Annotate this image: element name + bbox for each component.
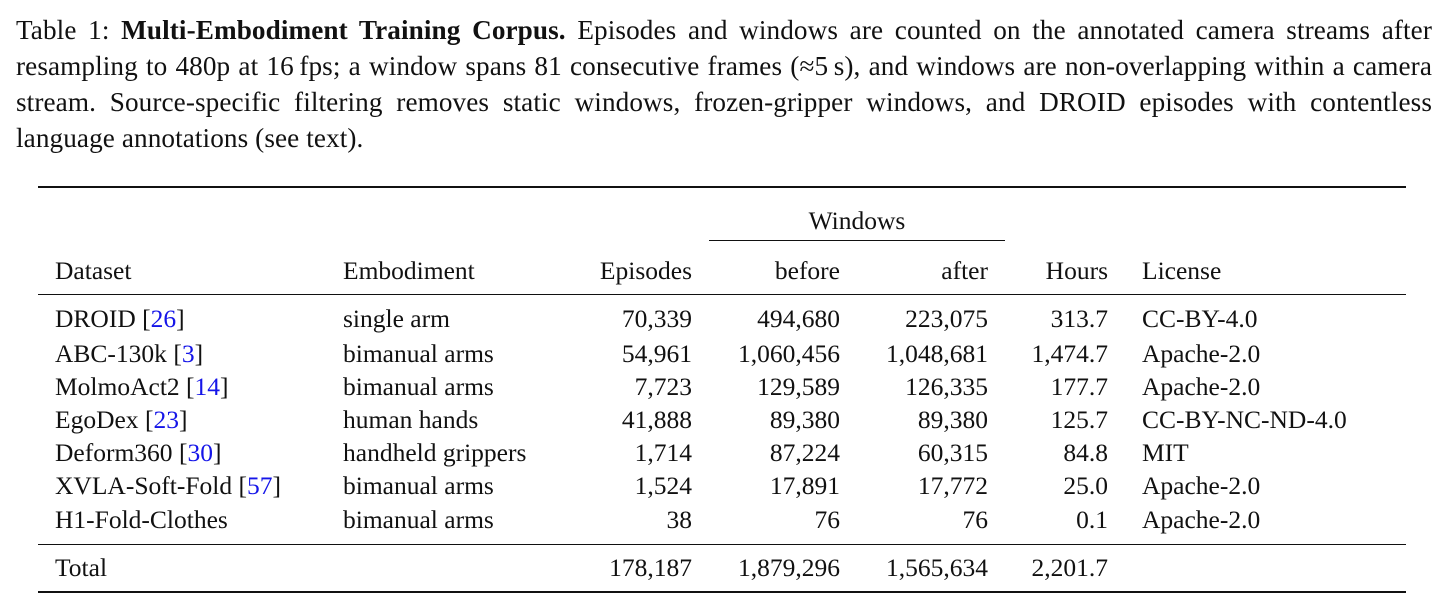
table-caption xyxy=(16,12,1432,156)
cell-hours: 125.7 xyxy=(1050,404,1108,434)
cell-hours: 25.0 xyxy=(1063,470,1108,500)
cell-hours: 177.7 xyxy=(1050,371,1108,401)
cell-embodiment: bimanual arms xyxy=(343,338,494,368)
cell-dataset: Deform360 [30] xyxy=(55,437,222,467)
cell-windows-after: 60,315 xyxy=(917,437,988,467)
citation-link[interactable]: 30 xyxy=(187,437,213,467)
corpus-table-container xyxy=(38,186,1406,593)
header-license: License xyxy=(1125,240,1406,295)
header-dataset: Dataset xyxy=(38,240,326,295)
caption-title: Multi-Embodiment Training Corpus. xyxy=(121,15,566,45)
header-embodiment: Embodiment xyxy=(326,240,569,295)
total-embodiment xyxy=(326,545,569,593)
cell-windows-before: 17,891 xyxy=(769,470,840,500)
cell-dataset: XVLA-Soft-Fold [57] xyxy=(55,470,281,500)
cell-hours: 84.8 xyxy=(1063,437,1108,467)
windows-cmidrule xyxy=(709,240,1005,241)
table-row xyxy=(38,370,1406,403)
cell-windows-after: 223,075 xyxy=(905,304,988,333)
windows-group-header: Windows xyxy=(709,192,1005,240)
cell-dataset: MolmoAct2 [14] xyxy=(55,371,229,401)
table-row xyxy=(38,403,1406,436)
caption-body: Episodes and windows are counted on the annotated camera streams after resampling to 480p at 16 fps; a window spans 81 consecutive frames (≈5 s), and windows are non-overlapping within a camera stream. Source-specific filtering removes static windows, frozen-gripper windows, and DROID episodes with contentless language annotations (see text). xyxy=(16,15,1432,153)
total-after: 1,565,634 xyxy=(857,545,1005,593)
citation-link[interactable]: 57 xyxy=(246,470,273,500)
dataset-name: Deform360 xyxy=(55,437,173,467)
cell-dataset: EgoDex [23] xyxy=(55,404,188,434)
cell-hours: 313.7 xyxy=(1050,304,1108,333)
header-before: before xyxy=(709,240,857,295)
cell-windows-after: 1,048,681 xyxy=(886,338,988,368)
cell-dataset: DROID [26] xyxy=(55,304,185,333)
header-hours: Hours xyxy=(1005,240,1125,295)
cell-license: MIT xyxy=(1142,437,1189,467)
total-before: 1,879,296 xyxy=(709,545,857,593)
citation-link[interactable]: 23 xyxy=(153,404,179,434)
cell-episodes: 41,888 xyxy=(621,404,692,434)
cell-windows-before: 89,380 xyxy=(769,404,840,434)
cell-episodes: 1,524 xyxy=(634,470,692,500)
citation-link[interactable]: 3 xyxy=(181,338,195,368)
total-hours: 2,201.7 xyxy=(1005,545,1125,593)
cell-license: CC-BY-NC-ND-4.0 xyxy=(1142,404,1347,434)
cell-license: Apache-2.0 xyxy=(1125,502,1406,545)
cell-windows-after: 126,335 xyxy=(905,371,988,401)
column-header-row xyxy=(38,240,1406,295)
cell-windows-after: 89,380 xyxy=(917,404,988,434)
cell-hours: 0.1 xyxy=(1005,502,1125,545)
caption-label: Table 1: xyxy=(16,15,110,45)
cell-embodiment: human hands xyxy=(343,404,479,434)
cell-embodiment: handheld grippers xyxy=(343,437,527,467)
cell-dataset: ABC-130k [3] xyxy=(55,338,204,368)
dataset-name: ABC-130k xyxy=(55,338,167,368)
total-episodes: 178,187 xyxy=(569,545,709,593)
total-label: Total xyxy=(38,545,326,593)
cell-license: CC-BY-4.0 xyxy=(1142,304,1258,333)
cell-embodiment: bimanual arms xyxy=(343,371,494,401)
cell-license: Apache-2.0 xyxy=(1142,371,1261,401)
cell-episodes: 7,723 xyxy=(634,371,692,401)
citation-link[interactable]: 14 xyxy=(194,371,221,401)
corpus-table xyxy=(38,186,1406,593)
cell-windows-after: 17,772 xyxy=(917,470,988,500)
dataset-name: MolmoAct2 xyxy=(55,371,180,401)
table-body xyxy=(38,295,1406,545)
cell-windows-before: 87,224 xyxy=(769,437,840,467)
cell-windows-before: 129,589 xyxy=(757,371,840,401)
total-license xyxy=(1125,545,1406,593)
dataset-name: H1-Fold-Clothes xyxy=(55,505,228,534)
table-row xyxy=(38,436,1406,469)
total-row xyxy=(38,545,1406,593)
citation-link[interactable]: 26 xyxy=(150,304,177,333)
cell-dataset xyxy=(38,502,326,545)
table-row xyxy=(38,337,1406,370)
cell-license: Apache-2.0 xyxy=(1142,338,1261,368)
cell-license: Apache-2.0 xyxy=(1142,470,1261,500)
cell-hours: 1,474.7 xyxy=(1031,338,1108,368)
table-row xyxy=(38,469,1406,502)
dataset-name: DROID xyxy=(55,304,136,333)
cell-embodiment: bimanual arms xyxy=(343,470,494,500)
dataset-name: XVLA-Soft-Fold xyxy=(55,470,233,500)
group-header-row xyxy=(38,192,1406,240)
cell-embodiment: bimanual arms xyxy=(326,502,569,545)
dataset-name: EgoDex xyxy=(55,404,139,434)
cell-episodes: 1,714 xyxy=(634,437,692,467)
header-after: after xyxy=(857,240,1005,295)
cell-episodes: 38 xyxy=(569,502,709,545)
table-row xyxy=(38,502,1406,545)
cell-windows-before: 494,680 xyxy=(757,304,840,333)
cell-windows-before: 76 xyxy=(709,502,857,545)
cell-episodes: 70,339 xyxy=(621,304,692,333)
cell-embodiment: single arm xyxy=(343,304,450,333)
table-row xyxy=(38,295,1406,338)
cell-windows-before: 1,060,456 xyxy=(738,338,840,368)
cell-windows-after: 76 xyxy=(857,502,1005,545)
header-episodes: Episodes xyxy=(569,240,709,295)
cell-episodes: 54,961 xyxy=(621,338,692,368)
